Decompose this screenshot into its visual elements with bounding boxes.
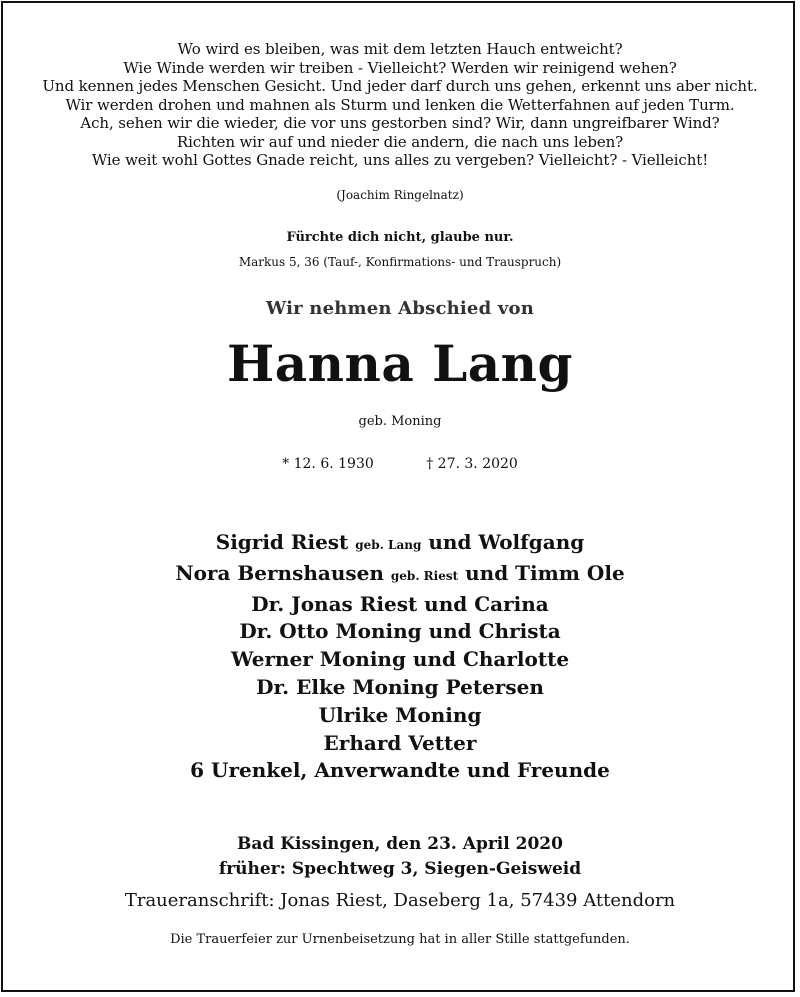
poem-line: Wie Winde werden wir treiben - Vielleicht? Werden wir reinigend wehen? [123, 58, 677, 77]
birth-date: * 12. 6. 1930 [282, 456, 374, 472]
birth-name: geb. Moning [358, 414, 442, 429]
death-date: † 27. 3. 2020 [426, 456, 518, 472]
mourner-name: Sigrid Riest [215, 530, 349, 554]
poem-author: (Joachim Ringelnatz) [336, 188, 464, 202]
ceremony-note: Die Trauerfeier zur Urnenbeisetzung hat in aller Stille stattgefunden. [170, 932, 630, 947]
poem-line: Wie weit wohl Gottes Gnade reicht, uns alles zu vergeben? Vielleicht? - Vielleicht! [91, 151, 709, 169]
mourner-line: 6 Urenkel, Anverwandte und Freunde [190, 758, 610, 783]
mourner-line: Werner Moning und Charlotte [230, 647, 570, 672]
place-and-address [0, 832, 800, 882]
place-date: Bad Kissingen, den 23. April 2020 [237, 834, 563, 854]
deceased-name: Hanna Lang [226, 334, 573, 393]
farewell-heading: Wir nehmen Abschied von [266, 298, 534, 319]
mourner-line: Erhard Vetter [323, 730, 477, 755]
mourner-line [0, 560, 800, 591]
mourning-address: Traueranschrift: Jonas Riest, Daseberg 1a, 57439 Attendorn [124, 890, 676, 911]
poem-line: Ach, sehen wir die wieder, die vor uns gestorben sind? Wir, dann ungreifbarer Wind? [80, 114, 720, 132]
poem-line: Wir werden drohen und mahnen als Sturm und lenken die Wetterfahnen auf jeden Turm. [65, 95, 735, 114]
poem-line: Und kennen jedes Menschen Gesicht. Und jeder darf durch uns gehen, erkennt uns aber nicht. [42, 77, 758, 95]
mourners-list [0, 529, 800, 785]
mourner-birth-name: geb. Riest [390, 568, 459, 583]
mourner-birth-name: geb. Lang [355, 538, 422, 552]
motto-reference: Markus 5, 36 (Tauf-, Konfirmations- und Trauspruch) [238, 255, 562, 269]
life-dates [0, 456, 800, 472]
mourner-line: Dr. Jonas Riest und Carina [251, 591, 549, 616]
mourner-partner: und Timm Ole [465, 560, 625, 585]
motto: Fürchte dich nicht, glaube nur. [286, 230, 514, 245]
poem [0, 40, 800, 170]
mourner-line [0, 529, 800, 560]
poem-line: Wo wird es bleiben, was mit dem letzten Hauch entweicht? [177, 40, 623, 58]
former-address: früher: Spechtweg 3, Siegen-Geisweid [218, 859, 582, 879]
mourner-name: Nora Bernshausen [175, 560, 384, 585]
mourner-line: Ulrike Moning [318, 702, 482, 727]
mourner-line: Dr. Elke Moning Petersen [256, 674, 544, 699]
mourner-line: Dr. Otto Moning und Christa [239, 619, 561, 644]
mourner-partner: und Wolfgang [428, 530, 585, 554]
poem-line: Richten wir auf und nieder die andern, die nach uns leben? [176, 132, 624, 151]
